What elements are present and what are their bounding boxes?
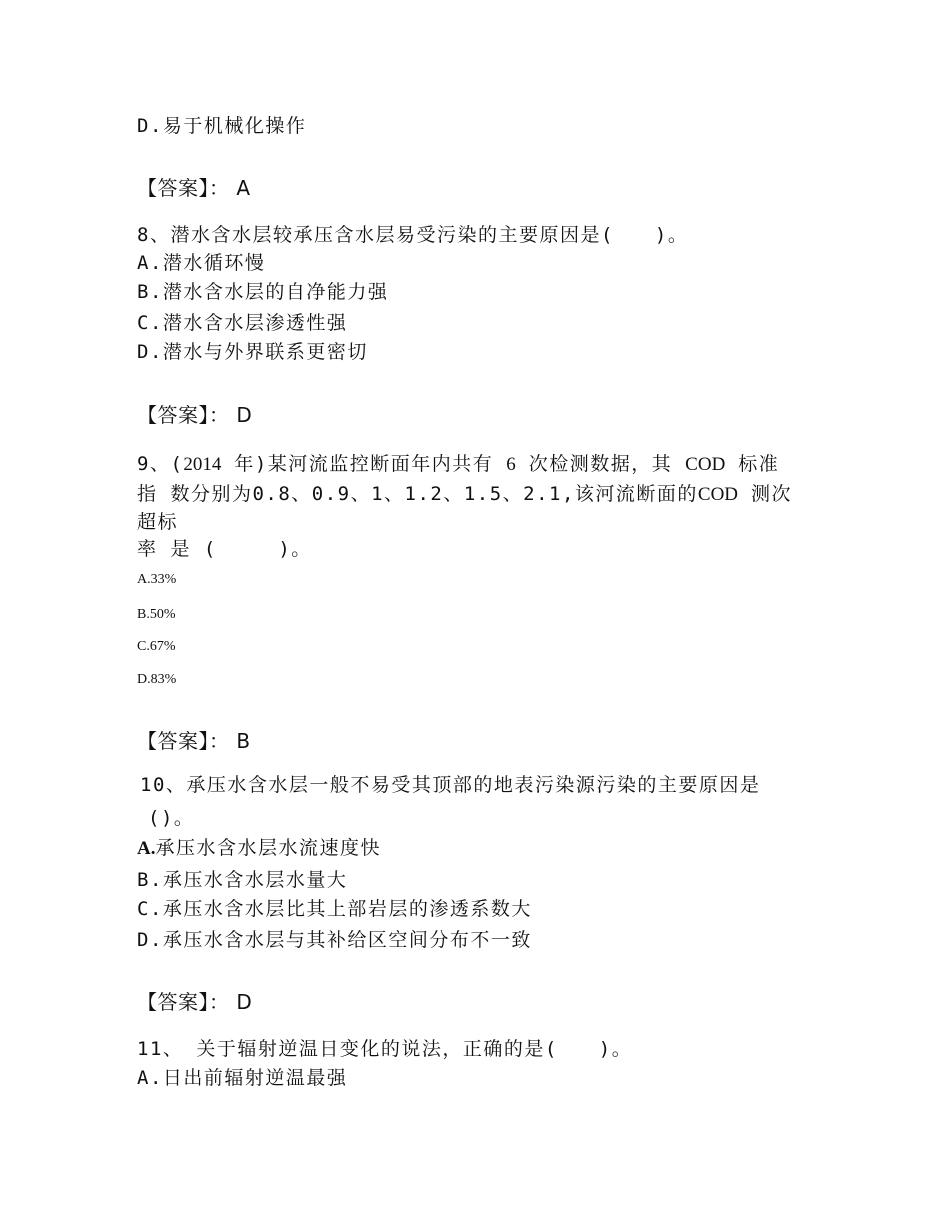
q9-option-b: B.50% bbox=[137, 607, 176, 622]
q9-option-c: C.67% bbox=[137, 639, 176, 654]
answer-label: 【答案】： bbox=[137, 403, 230, 427]
answer-label: 【答案】： bbox=[137, 990, 230, 1014]
q9-stem-line3: 超标 bbox=[137, 511, 179, 533]
q9-option-a: A.33% bbox=[137, 572, 177, 587]
q9-option-d: D.83% bbox=[137, 672, 177, 687]
answer-value: B bbox=[236, 729, 251, 753]
answer-label: 【答案】： bbox=[137, 176, 230, 200]
q8-answer bbox=[137, 403, 252, 427]
q9-stem-line2: 指 数分别为0.8、0.9、1、1.2、1.5、2.1,该河流断面的COD 测次 bbox=[137, 483, 792, 505]
q8-option-b: B.潜水含水层的自净能力强 bbox=[137, 281, 389, 303]
q8-option-d: D.潜水与外界联系更密切 bbox=[137, 341, 368, 363]
q10-option-b: B.承压水含水层水量大 bbox=[137, 869, 348, 891]
q11-stem: 11、 关于辐射逆温日变化的说法，正确的是( )。 bbox=[137, 1038, 633, 1060]
answer-label: 【答案】： bbox=[137, 729, 230, 753]
q8-stem: 8、潜水含水层较承压含水层易受污染的主要原因是( )。 bbox=[137, 224, 689, 246]
q10-option-a: A.承压水含水层水流速度快 bbox=[137, 837, 381, 859]
q10-stem-line2: ()。 bbox=[148, 807, 195, 829]
answer-value: A bbox=[236, 176, 251, 200]
q10-stem-line1: 10、承压水含水层一般不易受其顶部的地表污染源污染的主要原因是 bbox=[140, 774, 761, 796]
q9-stem-line1: 9、(2014 年)某河流监控断面年内共有 6 次检测数据，其 COD 标准 bbox=[137, 453, 780, 475]
q10-answer bbox=[137, 990, 252, 1014]
q9-answer bbox=[137, 729, 251, 753]
q10-option-d: D.承压水含水层与其补给区空间分布不一致 bbox=[137, 929, 532, 951]
q8-option-c: C.潜水含水层渗透性强 bbox=[137, 312, 348, 334]
q7-option-d: D.易于机械化操作 bbox=[137, 115, 307, 137]
q7-answer bbox=[137, 176, 251, 200]
answer-value: D bbox=[236, 990, 253, 1014]
q11-option-a: A.日出前辐射逆温最强 bbox=[137, 1067, 348, 1089]
answer-value: D bbox=[236, 403, 253, 427]
q10-option-c: C.承压水含水层比其上部岩层的渗透系数大 bbox=[137, 898, 532, 920]
q8-option-a: A.潜水循环慢 bbox=[137, 252, 266, 274]
q9-stem-line4: 率 是 ( )。 bbox=[137, 538, 312, 560]
